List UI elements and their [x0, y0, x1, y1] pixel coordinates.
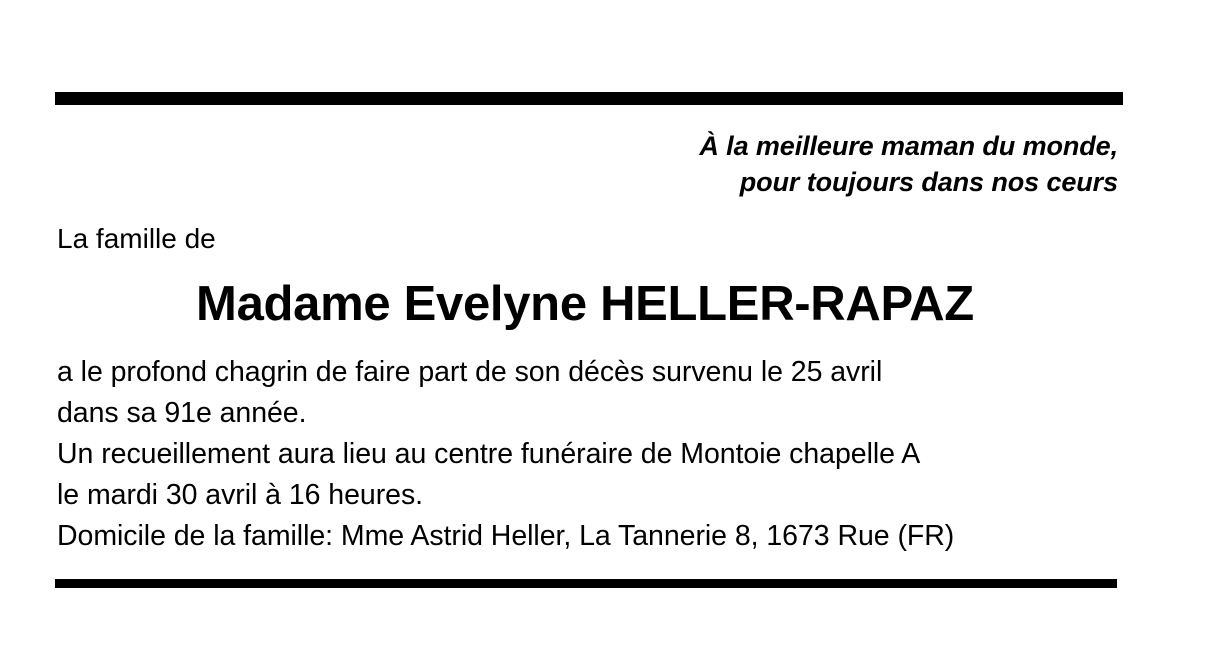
- epitaph-line-1: À la meilleure maman du monde,: [699, 131, 1118, 161]
- epitaph-block: [55, 105, 1123, 200]
- notice-body-line: dans sa 91e année.: [57, 396, 307, 429]
- notice-body-line: Un recueillement aura lieu au centre funéraire de Montoie chapelle A: [57, 437, 921, 470]
- bottom-rule-divider: [55, 579, 1117, 588]
- notice-body-line: le mardi 30 avril à 16 heures.: [57, 478, 424, 511]
- obituary-notice: [55, 92, 1123, 588]
- top-rule-divider: [55, 92, 1123, 105]
- family-intro-text: La famille de: [57, 223, 216, 255]
- notice-body-line: a le profond chagrin de faire part de son décès survenu le 25 avril: [57, 355, 883, 388]
- notice-body: [55, 332, 1123, 557]
- epitaph-line-2: pour toujours dans nos ceurs: [739, 166, 1118, 197]
- deceased-name: Madame Evelyne HELLER-RAPAZ: [196, 276, 974, 331]
- notice-body-line: Domicile de la famille: Mme Astrid Heller, La Tannerie 8, 1673 Rue (FR): [57, 519, 955, 552]
